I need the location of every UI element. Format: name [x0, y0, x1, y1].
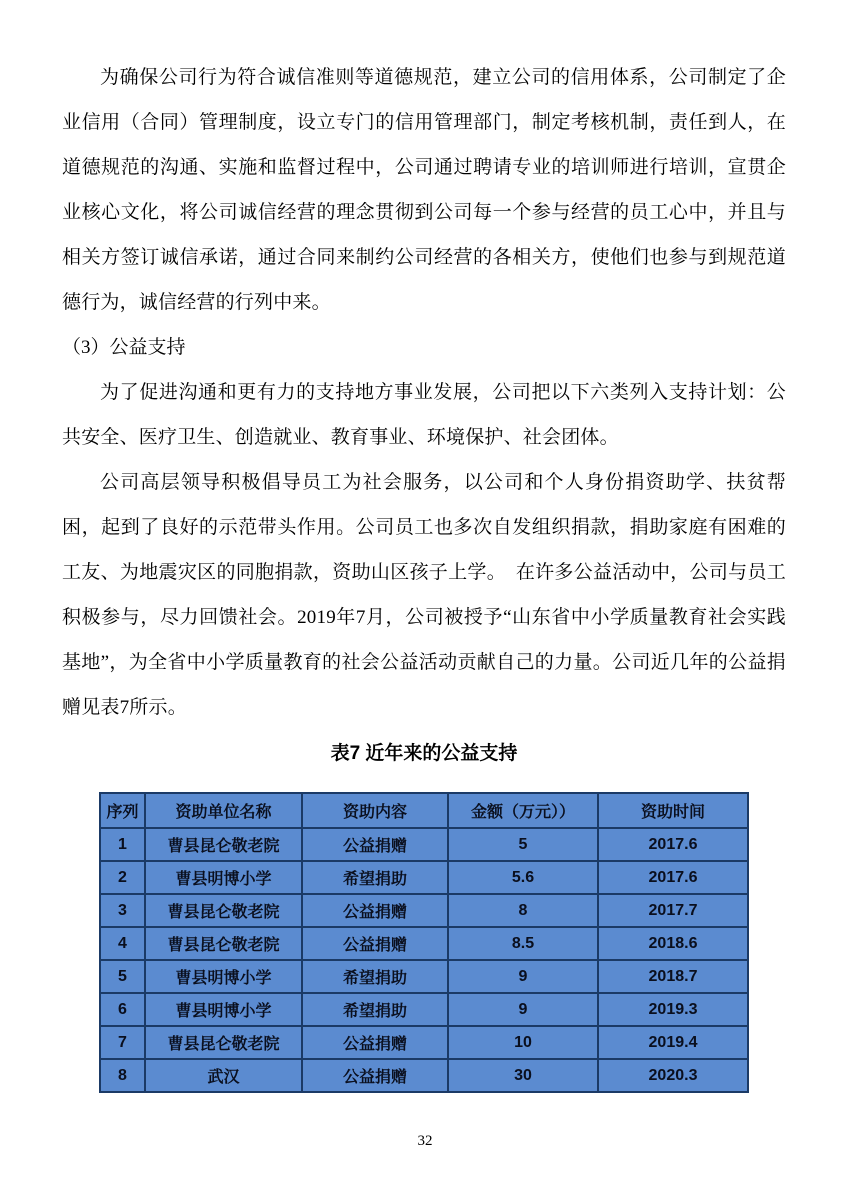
table-cell-content: 公益捐赠	[302, 894, 448, 927]
table-cell-amount: 30	[448, 1059, 598, 1092]
table-cell-time: 2017.6	[598, 861, 748, 894]
table-cell-amount: 8	[448, 894, 598, 927]
table-cell-time: 2018.6	[598, 927, 748, 960]
table-cell-seq: 7	[100, 1026, 145, 1059]
public-welfare-table	[99, 792, 749, 1093]
table-row	[100, 1059, 748, 1092]
table-cell-content: 公益捐赠	[302, 927, 448, 960]
table-cell-time: 2018.7	[598, 960, 748, 993]
table-row	[100, 1026, 748, 1059]
header-cell-seq: 序列	[100, 793, 145, 828]
table-cell-unit: 曹县昆仑敬老院	[145, 927, 302, 960]
table-cell-unit: 曹县昆仑敬老院	[145, 894, 302, 927]
table-cell-seq: 5	[100, 960, 145, 993]
table-caption: 表7 近年来的公益支持	[330, 743, 518, 764]
table-cell-time: 2019.4	[598, 1026, 748, 1059]
table-cell-unit: 曹县明博小学	[145, 993, 302, 1026]
table-row	[100, 927, 748, 960]
table-cell-time: 2020.3	[598, 1059, 748, 1092]
header-cell-unit: 资助单位名称	[145, 793, 302, 828]
table-cell-unit: 曹县明博小学	[145, 960, 302, 993]
table-cell-content: 公益捐赠	[302, 828, 448, 861]
table-row	[100, 894, 748, 927]
header-cell-amount: 金额（万元））	[448, 793, 598, 828]
table-cell-content: 希望捐助	[302, 960, 448, 993]
table-cell-amount: 9	[448, 993, 598, 1026]
paragraph-donation-activities: 公司高层领导积极倡导员工为社会服务，以公司和个人身份捐资助学、扶贫帮困，起到了良好的示范带头作用。公司员工也多次自发组织捐款，捐助家庭有困难的工友、为地震灾区的同胞捐款，资助山区孩子上学。 在许多公益活动中，公司与员工积极参与，尽力回馈社会。2019年7月，公司被授予“山东省中小学质量教育社会实践基地”，为全省中小学质量教育的社会公益活动贡献自己的力量。公司近几年的公益捐赠见表7所示。	[62, 472, 786, 718]
table-header-row	[100, 793, 748, 828]
paragraph-support-plan: 为了促进沟通和更有力的支持地方事业发展，公司把以下六类列入支持计划：公共安全、医疗卫生、创造就业、教育事业、环境保护、社会团体。	[62, 382, 786, 448]
table-cell-time: 2017.7	[598, 894, 748, 927]
table-cell-amount: 9	[448, 960, 598, 993]
table-row	[100, 993, 748, 1026]
table-cell-amount: 10	[448, 1026, 598, 1059]
table-row	[100, 861, 748, 894]
table-cell-amount: 5.6	[448, 861, 598, 894]
table-row	[100, 828, 748, 861]
header-cell-time: 资助时间	[598, 793, 748, 828]
section-heading-public-welfare: （3）公益支持	[62, 337, 186, 358]
table-cell-amount: 8.5	[448, 927, 598, 960]
table-cell-seq: 2	[100, 861, 145, 894]
table-cell-unit: 曹县明博小学	[145, 861, 302, 894]
table-cell-content: 希望捐助	[302, 861, 448, 894]
table-cell-time: 2019.3	[598, 993, 748, 1026]
table-cell-unit: 曹县昆仑敬老院	[145, 1026, 302, 1059]
table-cell-unit: 武汉	[145, 1059, 302, 1092]
table-cell-content: 希望捐助	[302, 993, 448, 1026]
table-cell-unit: 曹县昆仑敬老院	[145, 828, 302, 861]
table-cell-content: 公益捐赠	[302, 1026, 448, 1059]
paragraph-credit-system: 为确保公司行为符合诚信准则等道德规范，建立公司的信用体系，公司制定了企业信用（合同）管理制度，设立专门的信用管理部门，制定考核机制，责任到人，在道德规范的沟通、实施和监督过程中，公司通过聘请专业的培训师进行培训，宣贯企业核心文化，将公司诚信经营的理念贯彻到公司每一个参与经营的员工心中，并且与相关方签订诚信承诺，通过合同来制约公司经营的各相关方，使他们也参与到规范道德行为，诚信经营的行列中来。	[62, 67, 786, 313]
table-cell-seq: 6	[100, 993, 145, 1026]
header-cell-content: 资助内容	[302, 793, 448, 828]
table-cell-seq: 4	[100, 927, 145, 960]
table-cell-seq: 3	[100, 894, 145, 927]
table-cell-seq: 8	[100, 1059, 145, 1092]
table-cell-content: 公益捐赠	[302, 1059, 448, 1092]
table-row	[100, 960, 748, 993]
page-number: 32	[417, 1133, 433, 1149]
table-cell-seq: 1	[100, 828, 145, 861]
table-cell-amount: 5	[448, 828, 598, 861]
table-cell-time: 2017.6	[598, 828, 748, 861]
